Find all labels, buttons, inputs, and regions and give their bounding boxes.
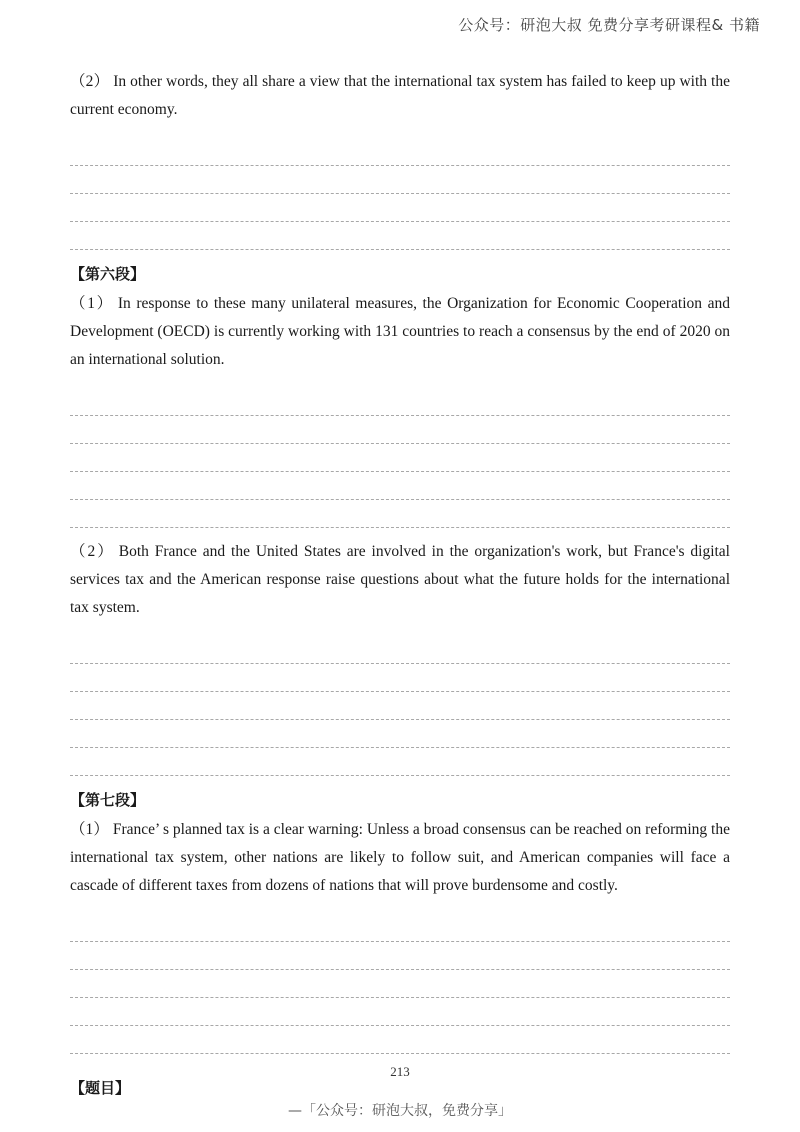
answer-line — [70, 636, 730, 664]
answer-line — [70, 472, 730, 500]
paragraph-6-2 — [70, 538, 730, 622]
document-body — [70, 68, 730, 1104]
footer-note: —「公众号：研泡大叔，免费分享」 — [288, 1103, 512, 1119]
paragraph-text: France’ s planned tax is a clear warning: Unless a broad consensus can be reached on reforming the international tax system, other nations are likely to follow suit, and American companies will face a cascade of different taxes from dozens of nations that will prove burdensome and costly. — [70, 821, 730, 894]
answer-line — [70, 416, 730, 444]
paragraph-number: （2） — [70, 543, 115, 560]
paragraph-6-1 — [70, 290, 730, 374]
answer-line — [70, 692, 730, 720]
paragraph-5-2 — [70, 68, 730, 124]
section-title-questions: 【题目】 — [70, 1079, 131, 1097]
answer-line — [70, 500, 730, 528]
answer-line — [70, 970, 730, 998]
paragraph-number: （1） — [70, 821, 109, 838]
answer-line — [70, 998, 730, 1026]
section-title-6: 【第六段】 — [70, 265, 146, 283]
page-number: 213 — [390, 1064, 410, 1079]
paragraph-7-1 — [70, 816, 730, 900]
answer-line — [70, 388, 730, 416]
answer-lines — [70, 138, 730, 250]
answer-lines — [70, 388, 730, 528]
answer-line — [70, 222, 730, 250]
answer-line — [70, 748, 730, 776]
answer-line — [70, 138, 730, 166]
header-note: 公众号：研泡大叔 免费分享考研课程& 书籍 — [458, 16, 760, 34]
paragraph-text: In other words, they all share a view that the international tax system has failed to keep up with the current economy. — [70, 73, 730, 118]
answer-lines — [70, 636, 730, 776]
paragraph-text: Both France and the United States are involved in the organization's work, but France's digital services tax and the American response raise questions about what the future holds for the international tax system. — [70, 543, 730, 616]
answer-line — [70, 444, 730, 472]
answer-line — [70, 1026, 730, 1054]
answer-line — [70, 664, 730, 692]
answer-line — [70, 166, 730, 194]
answer-line — [70, 914, 730, 942]
answer-lines — [70, 914, 730, 1054]
paragraph-number: （1） — [70, 295, 114, 312]
answer-line — [70, 194, 730, 222]
answer-line — [70, 942, 730, 970]
paragraph-number: （2） — [70, 73, 110, 90]
paragraph-text: In response to these many unilateral measures, the Organization for Economic Cooperation and Development (OECD) is currently working with 131 countries to reach a consensus by the end of 2020 on an international solution. — [70, 295, 730, 368]
answer-line — [70, 720, 730, 748]
section-title-7: 【第七段】 — [70, 791, 146, 809]
